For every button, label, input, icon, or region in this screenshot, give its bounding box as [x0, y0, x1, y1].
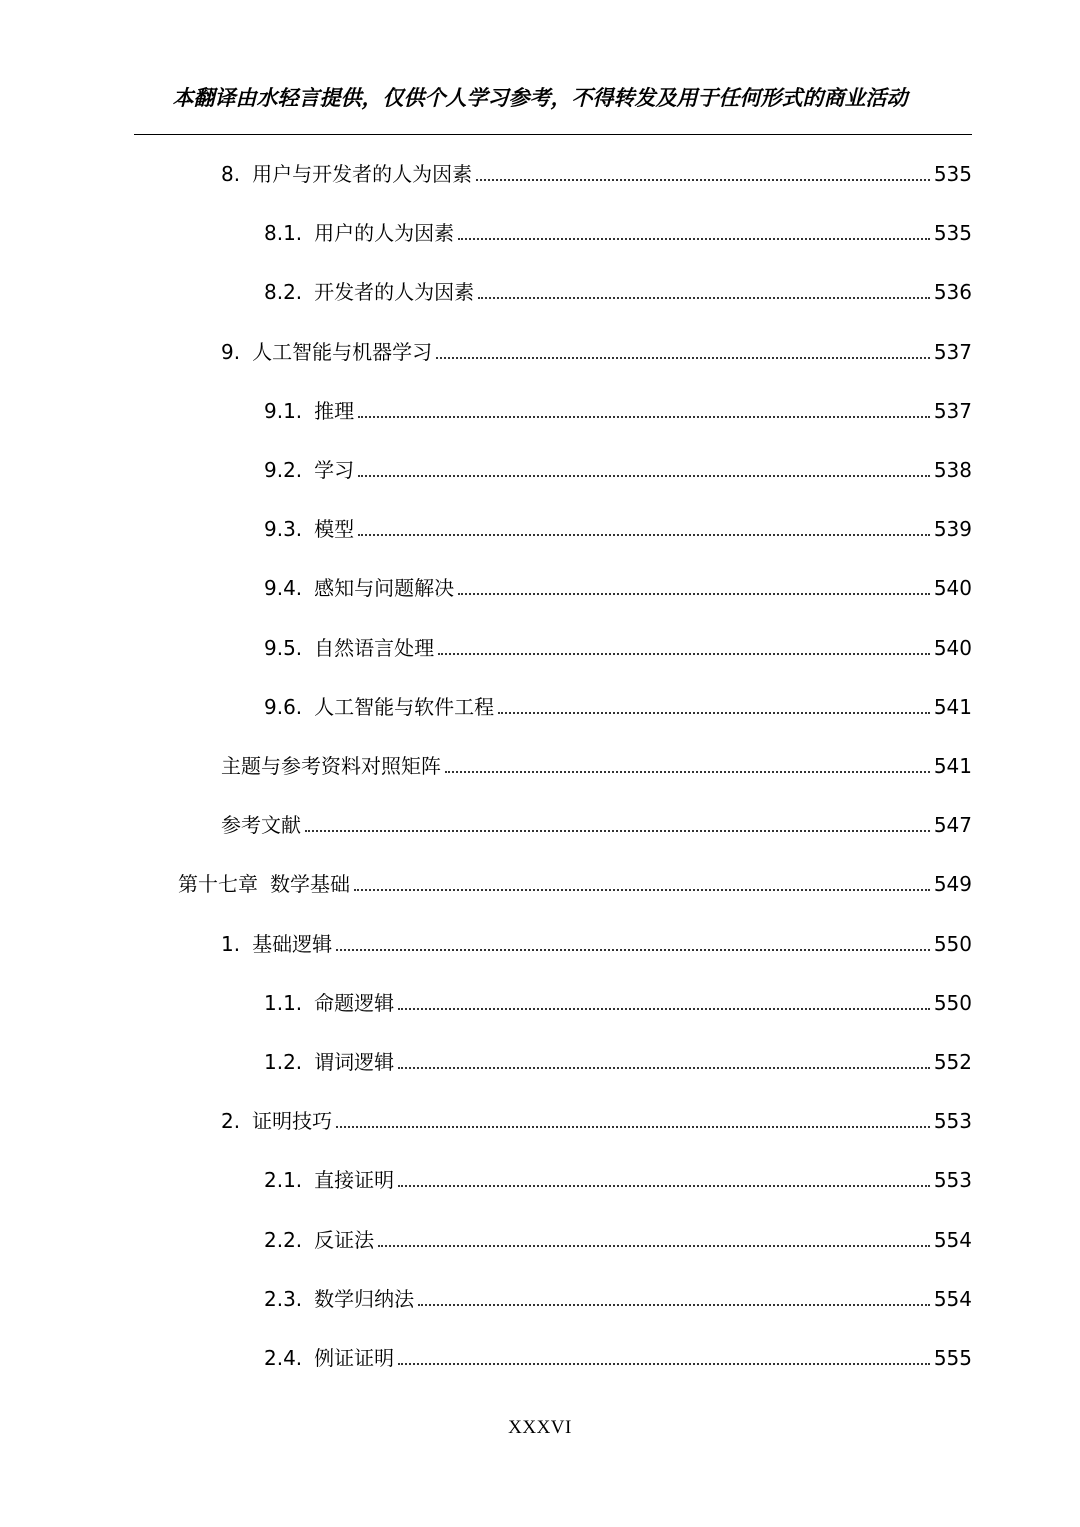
toc-dot-leader [378, 1245, 930, 1247]
toc-entry[interactable] [264, 1214, 972, 1254]
toc-entry-page: 539 [933, 517, 972, 542]
toc-entry-title: 数学基础 [270, 872, 350, 897]
toc-dot-leader [358, 416, 930, 418]
toc-entry[interactable] [264, 207, 972, 247]
toc-entry-page: 555 [933, 1346, 972, 1370]
toc-entry-page: 535 [933, 162, 972, 186]
toc-entry-page: 540 [933, 576, 972, 601]
toc-entry-page: 541 [933, 754, 972, 778]
toc-dot-leader [336, 1126, 930, 1128]
toc-entry-number: 2. [221, 1109, 241, 1134]
footer-page-number: XXXVI [508, 1417, 572, 1438]
toc-entry-title: 学习 [314, 458, 355, 482]
toc-dot-leader [476, 179, 930, 181]
toc-entry-title: 开发者的人为因素 [314, 280, 475, 305]
toc-entry-page: 535 [933, 221, 972, 246]
toc-entry-page: 547 [933, 813, 972, 838]
toc-dot-leader [398, 1008, 930, 1010]
toc-entry-title: 参考文献 [221, 813, 301, 838]
toc-entry-number: 1.2. [264, 1050, 303, 1074]
toc-entry-number: 9.3. [264, 517, 303, 542]
toc-entry-number: 2.4. [264, 1346, 303, 1370]
toc-entry-number: 1.1. [264, 990, 303, 1015]
toc-entry-title: 命题逻辑 [314, 990, 395, 1015]
toc-dot-leader [418, 1304, 930, 1306]
toc-entry-title: 数学归纳法 [314, 1286, 415, 1311]
toc-dot-leader [498, 712, 930, 714]
toc-dot-leader [445, 771, 930, 773]
toc-entry-number: 1. [221, 931, 241, 956]
toc-entry[interactable] [221, 1095, 972, 1135]
toc-entry-title: 模型 [314, 517, 355, 542]
toc-entry-number: 9.6. [264, 694, 303, 719]
toc-entry-page: 541 [933, 694, 972, 719]
toc-entry-page: 538 [933, 458, 972, 482]
toc-entry-number: 9. [221, 339, 241, 364]
toc-entry[interactable] [178, 858, 972, 898]
toc-entry[interactable] [264, 1273, 972, 1313]
toc-entry-title: 人工智能与软件工程 [314, 694, 495, 719]
toc-entry-number: 9.5. [264, 635, 303, 660]
toc-dot-leader [436, 357, 930, 359]
toc-entry-title: 主题与参考资料对照矩阵 [221, 754, 441, 778]
toc-entry-title: 推理 [314, 398, 355, 423]
toc-dot-leader [458, 593, 930, 595]
toc-dot-leader [358, 534, 930, 536]
toc-entry-page: 540 [933, 635, 972, 660]
toc-entry-title: 用户与开发者的人为因素 [252, 162, 473, 186]
toc-entry-page: 553 [933, 1168, 972, 1193]
toc-entry[interactable] [264, 444, 972, 484]
toc-entry-title: 感知与问题解决 [314, 576, 455, 601]
toc-entry-page: 554 [933, 1227, 972, 1252]
toc-entry-page: 552 [933, 1050, 972, 1074]
toc-entry[interactable] [264, 1332, 972, 1372]
toc-entry[interactable] [264, 1154, 972, 1194]
toc-entry[interactable] [264, 503, 972, 543]
toc-entry-page: 536 [933, 280, 972, 305]
toc-entry[interactable] [264, 385, 972, 425]
toc-dot-leader [458, 238, 930, 240]
header-notice: 本翻译由水轻言提供，仅供个人学习参考，不得转发及用于任何形式的商业活动 [172, 86, 908, 110]
header-divider [134, 134, 972, 135]
toc-entry[interactable] [264, 681, 972, 721]
toc-dot-leader [398, 1067, 930, 1069]
toc-entry-page: 549 [933, 872, 972, 897]
toc-entry[interactable] [264, 266, 972, 306]
toc-entry-title: 反证法 [314, 1227, 375, 1252]
toc-entry[interactable] [221, 326, 972, 366]
toc-entry-number: 9.4. [264, 576, 303, 601]
toc-entry[interactable] [221, 148, 972, 188]
toc-entry[interactable] [221, 799, 972, 839]
toc-dot-leader [398, 1363, 930, 1365]
toc-entry[interactable] [264, 622, 972, 662]
toc-entry-title: 基础逻辑 [252, 931, 333, 956]
toc-dot-leader [336, 949, 930, 951]
toc-entry[interactable] [221, 918, 972, 958]
toc-dot-leader [478, 297, 930, 299]
toc-entry[interactable] [264, 977, 972, 1017]
toc-entry-page: 550 [933, 990, 972, 1015]
toc-entry-number: 2.2. [264, 1227, 303, 1252]
toc-entry[interactable] [264, 1036, 972, 1076]
toc-entry-number: 2.1. [264, 1168, 303, 1193]
toc-entry-page: 537 [933, 398, 972, 423]
toc-entry-title: 人工智能与机器学习 [252, 339, 433, 364]
toc-entry-number: 9.2. [264, 458, 303, 482]
toc-entry-number: 第十七章 [178, 872, 258, 897]
toc-dot-leader [305, 830, 930, 832]
toc-entry-page: 553 [933, 1109, 972, 1134]
toc-dot-leader [438, 653, 930, 655]
toc-entry-title: 例证证明 [314, 1346, 395, 1370]
toc-entry-number: 8.2. [264, 280, 303, 305]
toc-entry-title: 谓词逻辑 [314, 1050, 395, 1074]
toc-entry[interactable] [221, 740, 972, 780]
toc-entry-number: 9.1. [264, 398, 303, 423]
toc-entry-page: 537 [933, 339, 972, 364]
toc-entry-title: 直接证明 [314, 1168, 395, 1193]
toc-dot-leader [358, 475, 930, 477]
toc-dot-leader [398, 1185, 930, 1187]
toc-entry-number: 8. [221, 162, 241, 186]
toc-entry-number: 2.3. [264, 1286, 303, 1311]
toc-entry-title: 证明技巧 [252, 1109, 333, 1134]
toc-entry[interactable] [264, 562, 972, 602]
toc-entry-page: 550 [933, 931, 972, 956]
toc-entry-number: 8.1. [264, 221, 303, 246]
toc-entry-page: 554 [933, 1286, 972, 1311]
toc-dot-leader [354, 889, 930, 891]
toc-entry-title: 自然语言处理 [314, 635, 435, 660]
toc-entry-title: 用户的人为因素 [314, 221, 455, 246]
